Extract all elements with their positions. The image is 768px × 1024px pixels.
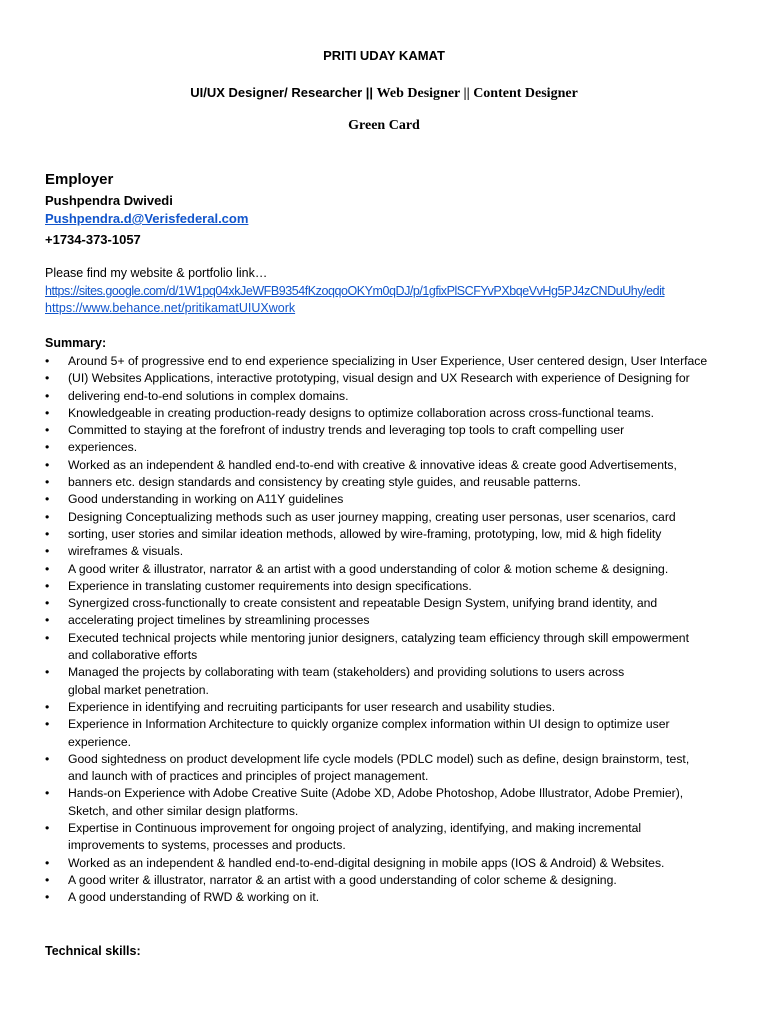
bullet-icon: • — [45, 613, 50, 628]
summary-item — [45, 872, 723, 889]
bullet-icon: • — [45, 475, 50, 490]
summary-item — [45, 820, 723, 837]
summary-item — [45, 716, 723, 733]
summary-item-text: accelerating project timelines by streamlining processes — [68, 613, 370, 628]
summary-item — [45, 664, 723, 681]
candidate-name: PRITI UDAY KAMAT — [323, 48, 445, 63]
summary-item-text: experiences. — [68, 440, 138, 455]
bullet-icon: • — [45, 526, 50, 541]
employer-email-link[interactable]: Pushpendra.d@Verisfederal.com — [45, 211, 249, 226]
summary-item-text: Good sightedness on product development life cycle models (PDLC model) such as define, design brainstorm, test, — [68, 751, 690, 766]
summary-item — [45, 699, 723, 716]
summary-item-text: A good understanding of RWD & working on it. — [68, 890, 320, 905]
summary-item-text: Knowledgeable in creating production-ready designs to optimize collaboration across cross-functional teams. — [68, 405, 654, 420]
bullet-icon: • — [45, 354, 50, 368]
summary-item — [45, 785, 723, 802]
summary-item-text: delivering end-to-end solutions in complex domains. — [68, 388, 349, 403]
summary-item-text: Executed technical projects while mentoring junior designers, catalyzing team efficiency through skill empowerment — [68, 630, 689, 645]
summary-item — [45, 837, 723, 854]
summary-item-text: Expertise in Continuous improvement for ongoing project of analyzing, identifying, and making incremental — [68, 821, 642, 836]
summary-item-text: Experience in Information Architecture to quickly organize complex information within UI design to optimize user — [68, 717, 670, 732]
summary-item-text: Hands-on Experience with Adobe Creative Suite (Adobe XD, Adobe Photoshop, Adobe Illustrator, Adobe Premier), — [68, 786, 684, 801]
summary-item — [45, 422, 723, 439]
summary-item — [45, 612, 723, 629]
portfolio-intro: Please find my website & portfolio link… — [45, 266, 268, 280]
bullet-icon: • — [45, 405, 50, 420]
summary-item-text: sorting, user stories and similar ideation methods, allowed by wire-framing, prototyping, low, mid & high fidelity — [68, 526, 662, 541]
summary-item-text: A good writer & illustrator, narrator & an artist with a good understanding of color scheme & designing. — [68, 872, 617, 887]
bullet-icon: • — [45, 872, 50, 887]
summary-item — [45, 543, 723, 560]
employer-name: Pushpendra Dwivedi — [45, 193, 173, 208]
bullet-icon: • — [45, 821, 50, 836]
bullet-icon: • — [45, 388, 50, 403]
summary-heading: Summary: — [45, 336, 107, 350]
summary-item-text: Good understanding in working on A11Y guidelines — [68, 492, 344, 507]
bullet-icon: • — [45, 890, 50, 905]
website-link[interactable]: https://sites.google.com/d/1W1pq04xkJeWFB9354fKzoqqoOKYm0qDJ/p/1gfixPlSCFYvPXbqeVvHg5PJ4zCNDuUhy/edit — [45, 284, 665, 298]
role-prefix: UI/UX Designer/ Researcher || — [190, 85, 377, 100]
employer-heading: Employer — [45, 171, 114, 188]
summary-item-text: Worked as an independent & handled end-to-end-digital designing in mobile apps (IOS & Android) & Websites. — [68, 855, 665, 870]
summary-item — [45, 405, 723, 422]
summary-item-text: global market penetration. — [68, 682, 209, 697]
summary-item-text: Designing Conceptualizing methods such as user journey mapping, creating user personas, user scenarios, card — [68, 509, 676, 524]
visa-status: Green Card — [348, 118, 420, 133]
bullet-icon: • — [45, 751, 50, 766]
summary-item — [45, 578, 723, 595]
bullet-icon: • — [45, 457, 50, 472]
summary-item-text: and launch with of practices and principles of project management. — [68, 769, 429, 784]
summary-item — [45, 561, 723, 578]
bullet-icon: • — [45, 786, 50, 801]
bullet-icon: • — [45, 544, 50, 559]
summary-item — [45, 751, 723, 768]
summary-item-text: Committed to staying at the forefront of industry trends and leveraging top tools to craft compelling user — [68, 423, 625, 438]
summary-item — [45, 855, 723, 872]
bullet-icon: • — [45, 596, 50, 611]
behance-link[interactable]: https://www.behance.net/pritikamatUIUXwork — [45, 301, 296, 315]
technical-skills-heading: Technical skills: — [45, 944, 141, 958]
summary-item — [45, 526, 723, 543]
summary-item-text: Around 5+ of progressive end to end experience specializing in User Experience, User centered design, User Interface — [68, 354, 708, 368]
bullet-icon: • — [45, 509, 50, 524]
summary-item — [45, 388, 723, 405]
bullet-icon: • — [45, 630, 50, 645]
summary-item — [45, 647, 723, 664]
summary-item — [45, 682, 723, 699]
summary-item — [45, 439, 723, 456]
summary-item — [45, 474, 723, 491]
summary-item-text: A good writer & illustrator, narrator & an artist with a good understanding of color & motion scheme & designing. — [68, 561, 669, 576]
summary-item — [45, 630, 723, 647]
summary-item — [45, 353, 723, 370]
summary-item — [45, 768, 723, 785]
summary-item-text: (UI) Websites Applications, interactive prototyping, visual design and UX Research with experience of Designing for — [68, 371, 690, 386]
summary-item-text: Managed the projects by collaborating with team (stakeholders) and providing solutions to users across — [68, 665, 625, 680]
summary-item — [45, 803, 723, 820]
bullet-icon: • — [45, 665, 50, 680]
summary-item-text: Worked as an independent & handled end-to-end with creative & innovative ideas & create good Advertisements, — [68, 457, 677, 472]
bullet-icon: • — [45, 492, 50, 507]
bullet-icon: • — [45, 578, 50, 593]
role-suffix: Web Designer || Content Designer — [376, 86, 578, 101]
bullet-icon: • — [45, 423, 50, 438]
summary-item — [45, 491, 723, 508]
summary-item-text: wireframes & visuals. — [68, 544, 184, 559]
summary-item — [45, 889, 723, 906]
employer-phone: +1734-373-1057 — [45, 232, 141, 247]
summary-item-text: Experience in identifying and recruiting participants for user research and usability studies. — [68, 699, 556, 714]
summary-item-text: experience. — [68, 734, 132, 749]
summary-item — [45, 370, 723, 387]
bullet-icon: • — [45, 699, 50, 714]
summary-item — [45, 457, 723, 474]
bullet-icon: • — [45, 717, 50, 732]
summary-item — [45, 509, 723, 526]
summary-item — [45, 734, 723, 751]
summary-list — [45, 353, 723, 907]
summary-item-text: Sketch, and other similar design platforms. — [68, 803, 299, 818]
summary-item-text: and collaborative efforts — [68, 648, 198, 663]
bullet-icon: • — [45, 561, 50, 576]
summary-item-text: Synergized cross-functionally to create consistent and repeatable Design System, unifying brand identity, and — [68, 596, 658, 611]
bullet-icon: • — [45, 371, 50, 386]
summary-item-text: banners etc. design standards and consistency by creating style guides, and reusable patterns. — [68, 475, 581, 490]
summary-item — [45, 595, 723, 612]
summary-item-text: improvements to systems, processes and products. — [68, 838, 346, 853]
bullet-icon: • — [45, 440, 50, 455]
bullet-icon: • — [45, 855, 50, 870]
summary-item-text: Experience in translating customer requirements into design specifications. — [68, 578, 472, 593]
candidate-role — [0, 85, 768, 102]
